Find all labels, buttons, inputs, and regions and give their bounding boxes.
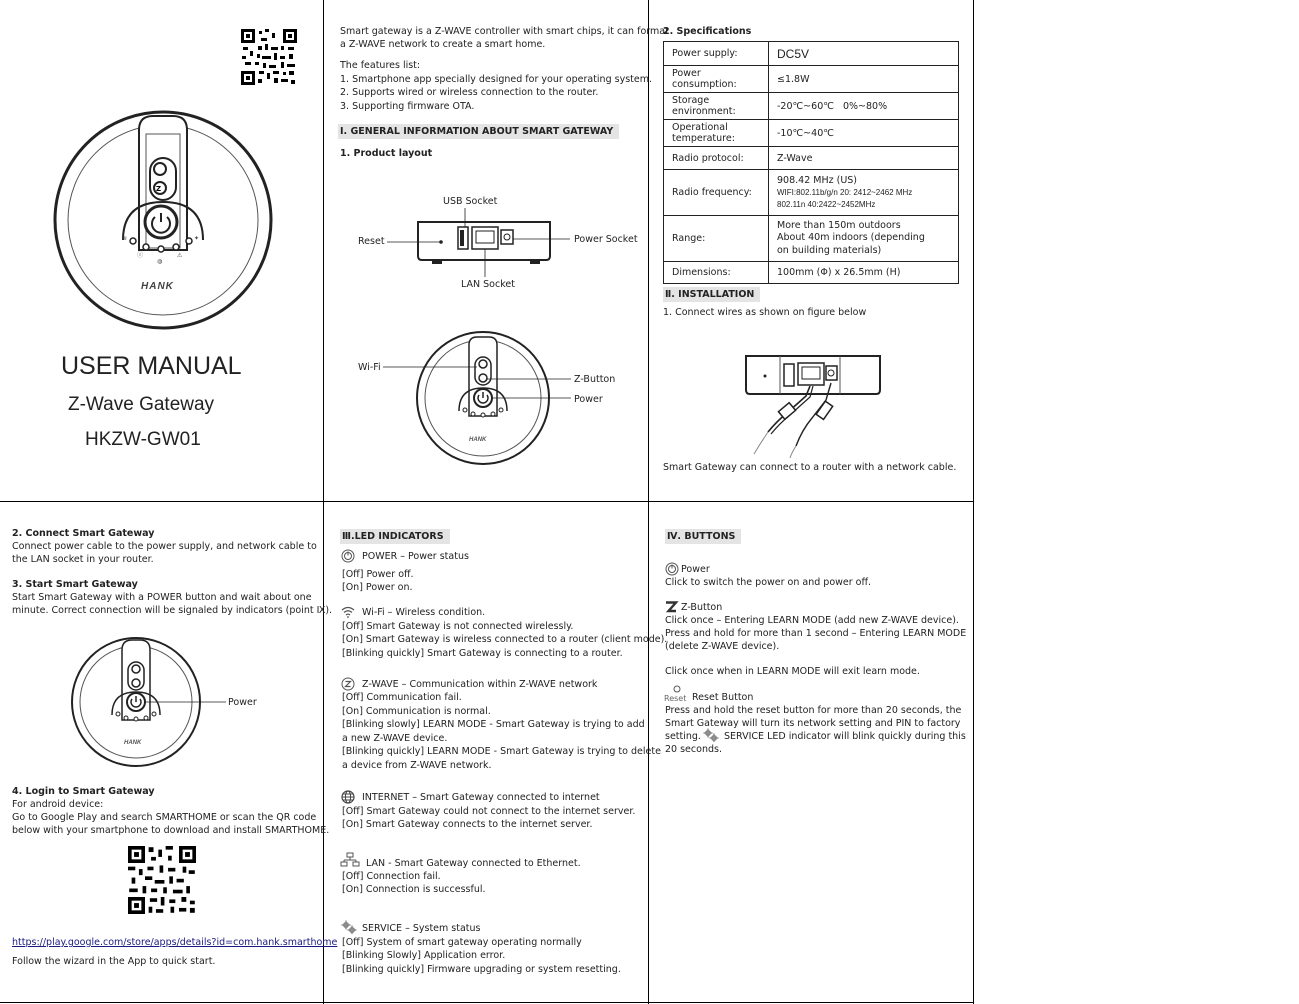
- device-power-diagram: [70, 636, 250, 768]
- z-button-line: Click once – Entering LEARN MODE (add new Z-WAVE device).: [665, 615, 959, 626]
- led-line: [Off] Connection fail.: [342, 871, 441, 882]
- led-line: a new Z-WAVE device.: [342, 733, 448, 744]
- start-line: Start Smart Gateway with a POWER button and wait about one: [12, 592, 312, 603]
- section-heading: Ⅳ. BUTTONS: [665, 529, 741, 544]
- led-group-title: Wi-Fi – Wireless condition.: [362, 607, 486, 618]
- led-line: [Off] Power off.: [342, 569, 414, 580]
- z-button-title: Z-Button: [681, 602, 723, 613]
- intro-line: a Z-WAVE network to create a smart home.: [340, 39, 546, 50]
- led-line: [Off] Smart Gateway could not connect to the internet server.: [342, 806, 636, 817]
- table-row: Range: More than 150m outdoors About 40m indoors (depending on building materials): [664, 216, 959, 262]
- z-button-line: (delete Z-WAVE device).: [665, 641, 780, 652]
- row-divider: [0, 1002, 974, 1003]
- led-group-title: INTERNET – Smart Gateway connected to internet: [362, 792, 600, 803]
- led-line: [On] Communication is normal.: [342, 706, 491, 717]
- svg-text:✦: ✦: [194, 235, 200, 242]
- specifications-title: 2. Specifications: [663, 26, 752, 37]
- table-row: Radio protocol: Z-Wave: [664, 147, 959, 170]
- section-heading: Ⅱ. INSTALLATION: [663, 287, 760, 302]
- table-row: Storage environment: -20℃~60℃ 0%~80%: [664, 93, 959, 120]
- product-subtitle: Z-Wave Gateway: [68, 394, 215, 415]
- connect-title: 2. Connect Smart Gateway: [12, 528, 155, 539]
- reset-line: Press and hold the reset button for more than 20 seconds, the: [665, 705, 962, 716]
- wifi-label: Wi-Fi: [358, 362, 381, 373]
- z-button-exit: Click once when in LEARN MODE will exit learn mode.: [665, 666, 920, 677]
- led-line: [On] Connection is successful.: [342, 884, 486, 895]
- product-layout-title: 1. Product layout: [340, 148, 433, 159]
- start-line: minute. Correct connection will be signaled by indicators (point Ⅸ).: [12, 605, 333, 616]
- lan-socket-label: LAN Socket: [461, 279, 515, 290]
- reset-line: 20 seconds.: [665, 744, 722, 755]
- installation-diagram: [740, 350, 885, 460]
- led-group-title: LAN - Smart Gateway connected to Ethernet.: [366, 858, 581, 869]
- column-divider: [323, 0, 324, 1004]
- google-play-link[interactable]: https://play.google.com/store/apps/details?id=com.hank.smarthome: [12, 937, 338, 948]
- led-line: [Off] Smart Gateway is not connected wirelessly.: [342, 621, 574, 632]
- follow-wizard-text: Follow the wizard in the App to quick start.: [12, 956, 216, 967]
- model-number: HKZW-GW01: [85, 429, 201, 450]
- power-icon: [665, 562, 679, 576]
- table-row: Power consumption: ≤1.8W: [664, 66, 959, 93]
- svg-text:HANK: HANK: [469, 437, 487, 443]
- led-line: [Off] System of smart gateway operating normally: [342, 937, 582, 948]
- login-title: 4. Login to Smart Gateway: [12, 786, 155, 797]
- svg-text:◍: ◍: [157, 258, 163, 265]
- row-divider: [0, 501, 974, 502]
- start-title: 3. Start Smart Gateway: [12, 579, 138, 590]
- feature-item: 1. Smartphone app specially designed for your operating system.: [340, 74, 652, 85]
- led-group-title: POWER – Power status: [362, 551, 469, 562]
- reset-line: SERVICE LED indicator will blink quickly during this: [724, 731, 966, 742]
- led-group-title: Z-WAVE – Communication within Z-WAVE network: [362, 679, 598, 690]
- table-row: Radio frequency: 908.42 MHz (US) WIFI:802.11b/g/n 20: 2412~2462 MHz 802.11n 40:2422~2452MHz: [664, 170, 959, 216]
- reset-line: setting.: [665, 731, 701, 742]
- led-line: [On] Smart Gateway is wireless connected to a router (client mode).: [342, 634, 668, 645]
- qr-code-icon: [241, 29, 297, 85]
- table-row: Dimensions: 100mm (Φ) x 26.5mm (H): [664, 262, 959, 284]
- led-line: [Blinking slowly] LEARN MODE - Smart Gateway is trying to add: [342, 719, 645, 730]
- column-divider: [973, 0, 974, 1004]
- section-heading: Ⅲ.LED INDICATORS: [340, 529, 450, 544]
- reset-line: Smart Gateway will turn its network setting and PIN to factory: [665, 718, 961, 729]
- device-side-view-diagram: [380, 200, 580, 280]
- section-heading: Ⅰ. GENERAL INFORMATION ABOUT SMART GATEWAY: [338, 124, 619, 139]
- table-row: Operational temperature: -10℃~40℃: [664, 120, 959, 147]
- service-gears-icon: [341, 920, 357, 934]
- led-line: [Blinking Slowly] Application error.: [342, 950, 506, 961]
- svg-text:⚠: ⚠: [177, 252, 183, 259]
- svg-text:ⓩ: ⓩ: [137, 252, 144, 259]
- z-button-line: Press and hold for more than 1 second – Entering LEARN MODE: [665, 628, 967, 639]
- power-label: Power: [228, 697, 257, 708]
- features-title: The features list:: [340, 60, 421, 71]
- usb-socket-label: USB Socket: [443, 196, 498, 207]
- led-line: [On] Smart Gateway connects to the internet server.: [342, 819, 593, 830]
- wifi-icon: [341, 606, 355, 618]
- led-group-title: SERVICE – System status: [362, 923, 481, 934]
- manual-title: USER MANUAL: [61, 352, 242, 380]
- reset-label: Reset: [358, 236, 385, 247]
- led-line: [On] Power on.: [342, 582, 413, 593]
- install-note: Smart Gateway can connect to a router with a network cable.: [663, 462, 957, 473]
- column-divider: [648, 0, 649, 1004]
- led-line: [Blinking quickly] Smart Gateway is connecting to a router.: [342, 648, 623, 659]
- intro-line: Smart gateway is a Z-WAVE controller with smart chips, it can format: [340, 26, 669, 37]
- specifications-table: [663, 41, 959, 284]
- power-button-title: Power: [681, 564, 710, 575]
- power-button-desc: Click to switch the power on and power off.: [665, 577, 872, 588]
- led-line: [Blinking quickly] Firmware upgrading or system resetting.: [342, 964, 621, 975]
- svg-text:Z: Z: [156, 185, 162, 193]
- gateway-device-illustration: [53, 110, 273, 330]
- svg-text:HANK: HANK: [124, 740, 142, 746]
- feature-item: 3. Supporting firmware OTA.: [340, 101, 475, 112]
- z-button-label: Z-Button: [574, 374, 616, 385]
- z-button-icon: [665, 601, 677, 613]
- lan-network-icon: [341, 853, 359, 867]
- table-row: Power supply: DC5V: [664, 42, 959, 66]
- brand-logo: HANK: [141, 281, 174, 292]
- login-line: For android device:: [12, 799, 104, 810]
- power-icon: [341, 549, 355, 563]
- feature-item: 2. Supports wired or wireless connection to the router.: [340, 87, 599, 98]
- login-line: Go to Google Play and search SMARTHOME or scan the QR code: [12, 812, 317, 823]
- device-top-view-diagram: [415, 331, 551, 465]
- login-line: below with your smartphone to download and install SMARTHOME.: [12, 825, 330, 836]
- reset-button-title: Reset Button: [692, 692, 754, 703]
- led-line: a device from Z-WAVE network.: [342, 760, 492, 771]
- qr-code-icon: [128, 846, 196, 914]
- reset-icon-text: Reset: [664, 694, 687, 703]
- power-label: Power: [574, 394, 603, 405]
- svg-text:≋: ≋: [122, 235, 128, 242]
- power-socket-label: Power Socket: [574, 234, 638, 245]
- install-step: 1. Connect wires as shown on figure below: [663, 307, 867, 318]
- internet-globe-icon: [341, 790, 355, 804]
- led-line: [Blinking quickly] LEARN MODE - Smart Gateway is trying to delete: [342, 746, 661, 757]
- service-gears-icon: [703, 728, 719, 742]
- z-wave-icon: [341, 677, 355, 691]
- led-line: [Off] Communication fail.: [342, 692, 462, 703]
- connect-line: Connect power cable to the power supply, and network cable to: [12, 541, 317, 552]
- connect-line: the LAN socket in your router.: [12, 554, 154, 565]
